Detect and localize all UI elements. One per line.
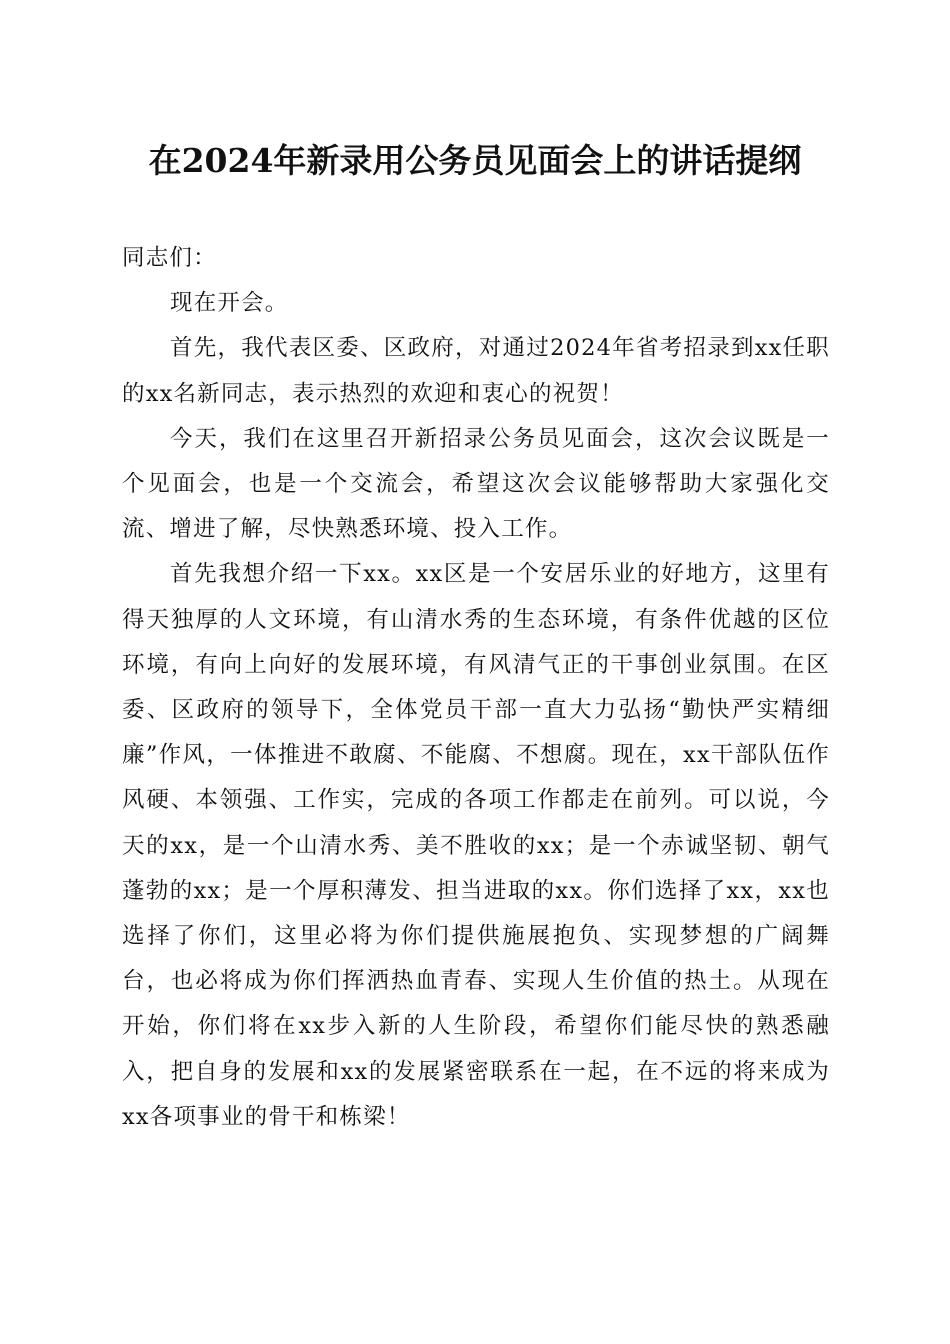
document-title: 在2024年新录用公务员见面会上的讲话提纲: [148, 141, 802, 180]
paragraph-opening: 现在开会。: [170, 290, 289, 317]
paragraph-welcome: 首先，我代表区委、区政府，对通过2024年省考招录到xx任职的xx名新同志，表示热烈的欢迎和衷心的祝贺！: [122, 335, 830, 407]
salutation: 同志们：: [122, 245, 217, 271]
paragraph-meeting-purpose: 今天，我们在这里召开新招录公务员见面会，这次会议既是一个见面会，也是一个交流会，希望这次会议能够帮助大家强化交流、增进了解，尽快熟悉环境、投入工作。: [122, 425, 830, 543]
paragraph-introduction: 首先我想介绍一下xx。xx区是一个安居乐业的好地方，这里有得天独厚的人文环境，有山清水秀的生态环境，有条件优越的区位环境，有向上向好的发展环境，有风清气正的干事创业氛围。在区委、区政府的领导下，全体党员干部一直大力弘扬“勤快严实精细廉”作风，一体推进不敢腐、不能腐、不想腐。现在，xx干部队伍作风硬、本领强、工作实，完成的各项工作都走在前列。可以说，今天的xx，是一个山清水秀、美不胜收的xx；是一个赤诚坚韧、朝气蓬勃的xx；是一个厚积薄发、担当进取的xx。你们选择了xx，xx也选择了你们，这里必将为你们提供施展抱负、实现梦想的广阔舞台，也必将成为你们挥洒热血青春、实现人生价值的热土。从现在开始，你们将在xx步入新的人生阶段，希望你们能尽快的熟悉融入，把自身的发展和xx的发展紧密联系在一起，在不远的将来成为xx各项事业的骨干和栋梁！: [122, 561, 830, 1130]
document-body: [122, 236, 830, 1140]
